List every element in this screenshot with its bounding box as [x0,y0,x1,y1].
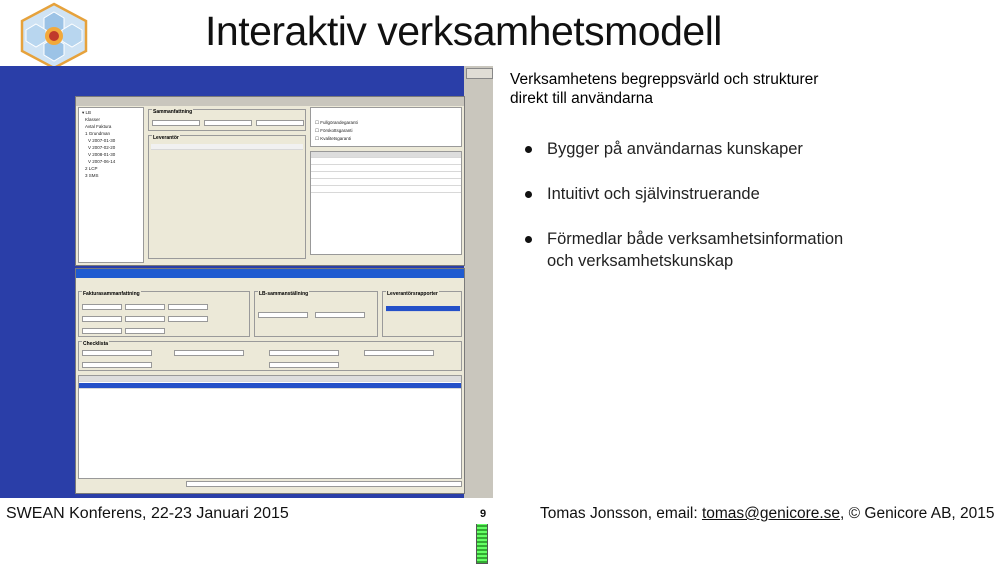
bullet-dot-icon [525,236,532,243]
footer-credits: Tomas Jonsson, email: tomas@genicore.se, © Genicore AB, 2015 [540,505,995,522]
invoice-rows-table [78,375,462,479]
invoice-window: Fakturasammanfattning LB-sammanställning Leverantörsrapporter Checklista [75,268,465,494]
email-link[interactable]: tomas@genicore.se [701,505,841,522]
tree-panel: ▾ LB Klasser Avtal Faktura 1 Grundman V 2007-01-30 V 2007-02-20 V 2008-01-30 V 2007-06-14 2 LCP 3 SMS [78,107,144,263]
application-screenshot [0,66,493,498]
bullet-dot-icon [525,191,532,198]
genicore-hexagon-logo-icon [18,2,90,70]
slide-title: Interaktiv verksamhetsmodell [205,8,722,54]
heading-line-2: direkt till användarna [510,90,654,107]
heading-line-1: Verksamhetens begreppsvärld och strukturer [510,71,819,88]
bullet-3-line-1: Förmedlar både verksamhetsinformation [547,230,844,248]
page-number: 9 [480,508,487,520]
footer-conference: SWEAN Konferens, 22-23 Januari 2015 [6,505,289,522]
content-heading [510,70,950,108]
invoice-list [310,151,462,255]
bullet-3-line-2: och verksamhetskunskap [547,252,734,270]
explorer-window: ▾ LB Klasser Avtal Faktura 1 Grundman V 2007-01-30 V 2007-02-20 V 2008-01-30 V 2007-06-14 2 LCP 3 SMS Sammanfattning Leverantör ☐ Fullgörandegaranti ☐ Förskottsgaranti ☐ Kvalitetsgaranti [75,96,465,266]
bullet-dot-icon [525,146,532,153]
window-edge [464,66,493,498]
